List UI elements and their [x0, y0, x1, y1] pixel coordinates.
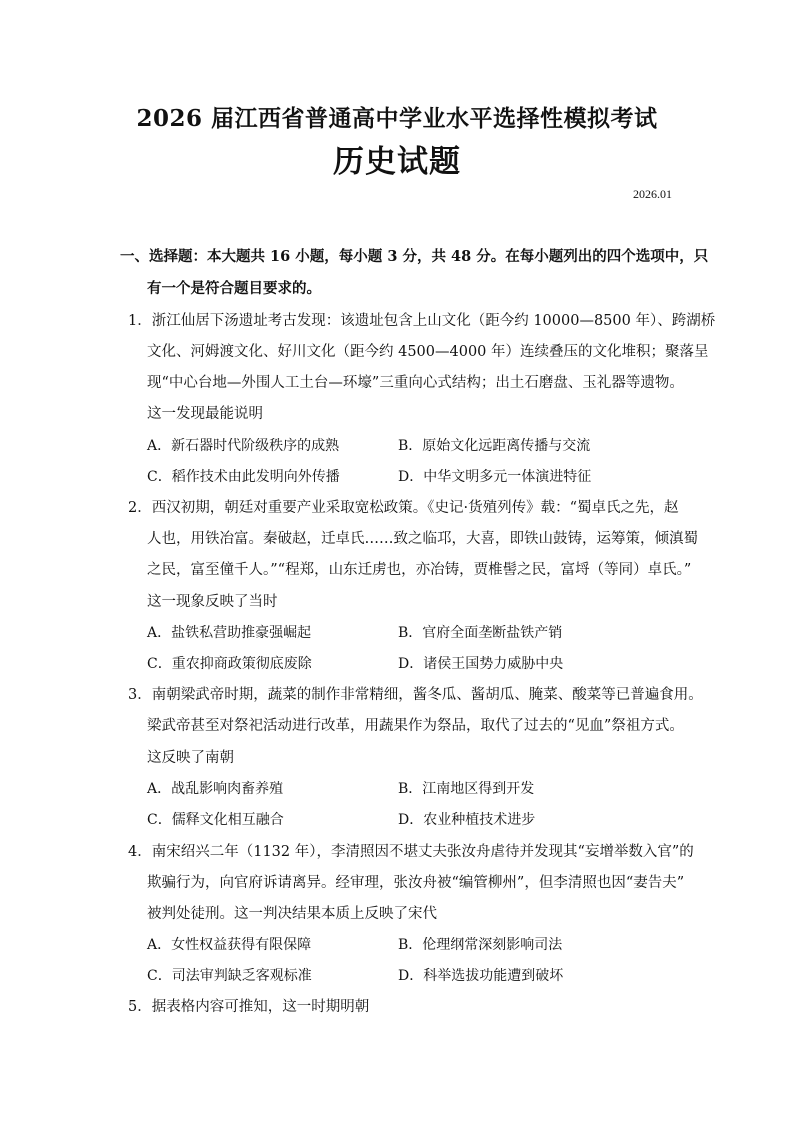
question-text-line: 之民，富至僮千人。”“程郑，山东迁虏也，亦冶铸，贾椎髻之民，富埒（等同）卓氏。” [147, 562, 692, 578]
question-text-line: 这反映了南朝 [147, 750, 234, 766]
question-text-line: 人也，用铁冶富。秦破赵，迁卓氏……致之临邛，大喜，即铁山鼓铸，运筹策，倾滇蜀 [147, 531, 698, 547]
option-d: D．中华文明多元一体演进特征 [398, 469, 592, 485]
question-text-line: 欺骗行为，向官府诉请离异。经审理，张汝舟被“编管柳州”，但李清照也因“妻告夫” [147, 875, 685, 891]
question-text-line: 4．南宋绍兴二年（1132 年），李清照因不堪丈夫张汝舟虐待并发现其“妄增举数入官”的 [128, 844, 694, 860]
section-heading-line-1: 一、选择题：本大题共 16 小题，每小题 3 分，共 48 分。在每小题列出的四个选项中，只 [120, 248, 709, 265]
question-text-line: 5．据表格内容可推知，这一时期明朝 [128, 999, 370, 1015]
option-c: C．儒释文化相互融合 [147, 812, 284, 828]
question-text-line: 2．西汉初期，朝廷对重要产业采取宽松政策。《史记·货殖列传》载：“蜀卓氏之先，赵 [128, 500, 679, 516]
option-c: C．司法审判缺乏客观标准 [147, 968, 312, 984]
option-a: A．战乱影响肉畜养殖 [147, 781, 284, 797]
question-text-line: 1．浙江仙居下汤遗址考古发现：该遗址包含上山文化（距今约 10000—8500 年）、跨湖桥 [128, 313, 716, 329]
option-a: A．女性权益获得有限保障 [147, 937, 312, 953]
exam-date: 2026.01 [633, 187, 672, 201]
option-c: C．稻作技术由此发明向外传播 [147, 469, 340, 485]
question-text-line: 这一发现最能说明 [147, 406, 263, 422]
question-text-line: 现“中心台地—外围人工土台—环壕”三重向心式结构；出土石磨盘、玉礼器等遗物。 [147, 375, 684, 391]
section-heading-line-2: 有一个是符合题目要求的。 [147, 280, 321, 297]
question-text-line: 3．南朝梁武帝时期，蔬菜的制作非常精细，酱冬瓜、酱胡瓜、腌菜、酸菜等已普遍食用。 [128, 687, 703, 703]
option-b: B．伦理纲常深刻影响司法 [398, 937, 563, 953]
question-text-line: 被判处徒刑。这一判决结果本质上反映了宋代 [147, 906, 437, 922]
question-text-line: 文化、河姆渡文化、好川文化（距今约 4500—4000 年）连续叠压的文化堆积；聚落呈 [147, 344, 709, 360]
exam-subtitle: 历史试题 [333, 144, 461, 180]
option-d: D．诸侯王国势力威胁中央 [398, 656, 564, 672]
option-b: B．官府全面垄断盐铁产销 [398, 625, 563, 641]
option-a: A．新石器时代阶级秩序的成熟 [147, 438, 340, 454]
option-b: B．江南地区得到开发 [398, 781, 535, 797]
option-d: D．农业种植技术进步 [398, 812, 536, 828]
option-b: B．原始文化远距离传播与交流 [398, 438, 591, 454]
option-d: D．科举选拔功能遭到破坏 [398, 968, 564, 984]
option-c: C．重农抑商政策彻底废除 [147, 656, 312, 672]
option-a: A．盐铁私营助推豪强崛起 [147, 625, 312, 641]
question-text-line: 梁武帝甚至对祭祀活动进行改革，用蔬果作为祭品，取代了过去的“见血”祭祖方式。 [147, 718, 684, 734]
exam-title: 2026 届江西省普通高中学业水平选择性模拟考试 [136, 105, 658, 132]
question-text-line: 这一现象反映了当时 [147, 594, 278, 610]
